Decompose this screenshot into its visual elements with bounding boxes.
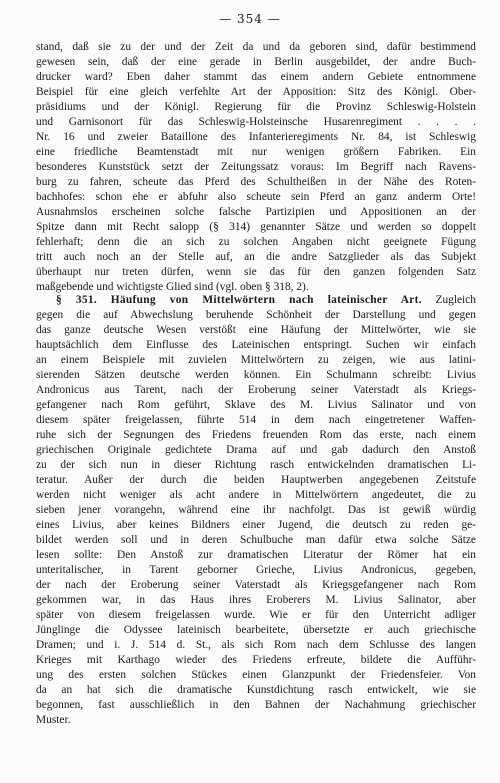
text-line: Muster. — [36, 714, 71, 726]
section-heading-line — [36, 293, 476, 308]
text-line: bildet werden soll und in deren Schulbuche man dafür etwa solche Sätze — [36, 534, 476, 546]
heading-line-continuation: Zugleich — [435, 294, 476, 306]
text-line: Ausnahmslos erscheinen solche falsche Partizipien und Appositionen an der — [36, 206, 476, 218]
text-line: fehlerhaft; denn die an sich zu solchen Angaben nicht geeignete Fügung — [36, 236, 476, 248]
section-number: § 351. — [56, 294, 98, 306]
text-line: hauptsächlich dem Einflusse des Lateinischen entspringt. Suchen wir einfach — [36, 339, 476, 351]
text-line: eine friedliche Beamtenstadt mit nur wenigen größern Fabriken. Ein — [36, 146, 476, 158]
text-line: überhaupt nur treten dürfen, wenn sie das für den ganzen folgenden Satz — [36, 266, 476, 278]
text-line: präsidiums und der Königl. Regierung für die Provinz Schleswig-Holstein — [36, 101, 476, 113]
paragraph-1 — [36, 40, 476, 295]
text-line: an einem Beispiele mit zuvielen Mittelwörtern zu zeigen, wie aus latini- — [36, 354, 476, 366]
text-line: lesen sollte: Den Anstoß zur dramatischen Literatur der Römer hat ein — [36, 549, 476, 561]
text-line: das ganze deutsche Wesen verstößt eine Häufung der Mittelwörter, wie sie — [36, 324, 476, 336]
text-line: stand, daß sie zu der und der Zeit da und da geboren sind, dafür bestimmend — [36, 41, 476, 53]
text-line: eines Livius, aber keines Bildners einer Jugend, die deutsch zu reden ge- — [36, 519, 476, 531]
text-line: maßgebende und wichtigste Glied sind (vgl. oben § 318, 2). — [36, 281, 309, 293]
text-line: Andronicus aus Tarent, nach der Eroberung seiner Vaterstadt als Kriegs- — [36, 384, 476, 396]
paragraph-2 — [36, 293, 476, 728]
text-line: Beispiel für eine gleich verfehlte Art der Apposition: Sitz des Königl. Ober- — [36, 86, 476, 98]
text-line: griechischen Originale gedichtete Drama auf und gab dadurch den Anstoß — [36, 444, 476, 456]
text-line: gegen die auf Abwechslung beruhende Schönheit der Darstellung und gegen — [36, 309, 476, 321]
text-line: burg zu fahren, scheute das Pferd des Schultheißen in der Nähe des Roten- — [36, 176, 476, 188]
text-line: besonderes Kunststück setzt der Zeitungssatz voraus: Im Begriff nach Ravens- — [36, 161, 476, 173]
text-line: sierenden Sätzen deutsche werden können. Ein Schulmann schreibt: Livius — [36, 369, 476, 381]
text-line: bachhofes: schon ehe er abfuhr also scheute sein Pferd an ganz anderm Orte! — [36, 191, 476, 203]
text-line: teratur. Außer der durch die beiden Hauptwerben angegebenen Zeitstufe — [36, 474, 476, 486]
text-line: später von diesem freigelassen wurde. Wie er für den Unterricht adliger — [36, 609, 476, 621]
text-line: Dramen; und i. J. 514 d. St., als sich Rom nach dem Schlusse des langen — [36, 639, 476, 651]
text-line: sieben jener vorangehn, während eine ihr nachfolgt. Das ist gewiß würdig — [36, 504, 476, 516]
text-line: diesem später freigelassen, führte 514 in dem nach eingetretener Waffen- — [36, 414, 476, 426]
section-title: Häufung von Mittelwörtern nach lateinischer Art. — [110, 294, 422, 306]
text-line: werden nicht weniger als acht andere in Mittelwörtern angedeutet, die zu — [36, 489, 476, 501]
text-line: und Garnisonort für das Schleswig-Holsteinsche Husarenregiment . . . . — [36, 116, 476, 128]
text-line: unteritalischer, in Tarent geborner Grieche, Livius Andronicus, gegeben, — [36, 564, 476, 576]
text-line: Krieges mit Karthago wieder des Friedens erfreute, bildete die Aufführ- — [36, 654, 476, 666]
text-line: der nach der Eroberung seiner Vaterstadt als Kriegsgefangener nach Rom — [36, 579, 476, 591]
text-line: Spitze dann mit Recht salopp (§ 314) genannter Sätze und werden so doppelt — [36, 221, 476, 233]
text-line: Jünglinge die Odyssee lateinisch bearbeitete, übersetzte er auch griechische — [36, 624, 476, 636]
text-line: drucker ward? Eben daher stammt das einem andern Gebiete entnommene — [36, 71, 476, 83]
text-line: da an hat sich die dramatische Kunstdichtung rasch entwickelt, wie sie — [36, 684, 476, 696]
page-number: — 354 — — [219, 12, 281, 26]
text-line: gefangener nach Rom geführt, Sklave des M. Livius Salinator und von — [36, 399, 476, 411]
text-line: gewesen sein, daß der eine gerade in Berlin ausgebildet, der andre Buch- — [36, 56, 476, 68]
text-line: zu der sich nun in dieser Richtung rasch entwickelnden dramatischen Li- — [36, 459, 476, 471]
text-line: tritt auch noch an der Stelle auf, an die andre Satzglieder als das Subjekt — [36, 251, 476, 263]
text-line: Nr. 16 und zweier Bataillone des Infanterieregiments Nr. 84, ist Schleswig — [36, 131, 476, 143]
text-line: begonnen, fast ausschließlich in den Bahnen der Nachahmung griechischer — [36, 699, 476, 711]
text-line: gekommen war, in das Haus ihres Eroberers M. Livius Salinator, aber — [36, 594, 476, 606]
text-line: ung des ersten solchen Stückes einen Glanzpunkt der Friedensfeier. Von — [36, 669, 476, 681]
text-line: ruhe sich der Segnungen des Friedens freuenden Rom das erste, nach einem — [36, 429, 476, 441]
